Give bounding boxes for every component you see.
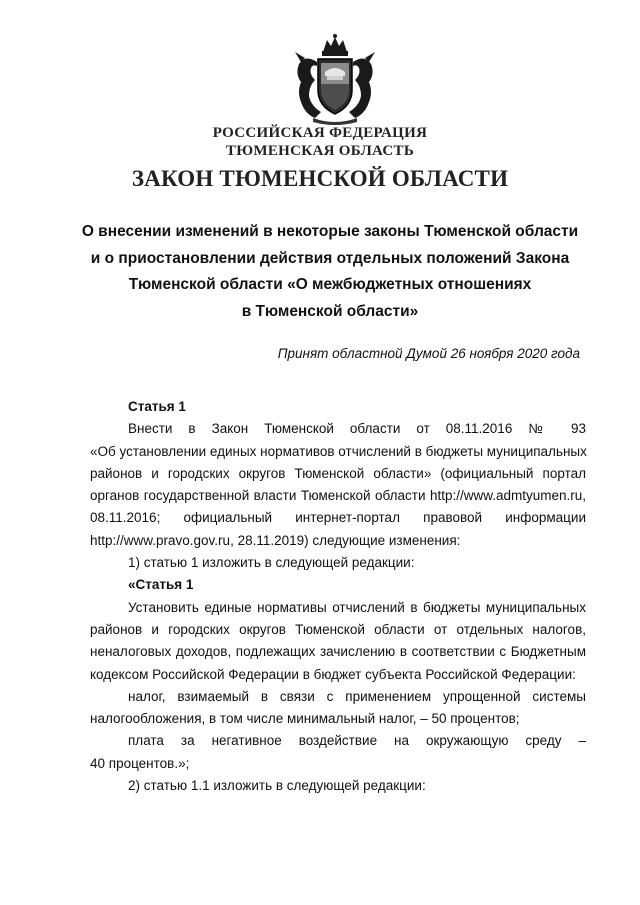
body-line: 40 процентов.»;: [90, 755, 190, 771]
quoted-article-heading: «Статья 1: [128, 577, 194, 593]
body-line: «Об установлении единых нормативов отчислений в бюджеты муниципальных: [90, 443, 587, 459]
body-line: районов и городских округов Тюменской области» (официальный портал: [90, 465, 586, 481]
body-line: 2) статью 1.1 изложить в следующей редакции:: [128, 778, 426, 794]
body-line: 08.11.2016; официальный интернет-портал правовой информации: [90, 510, 586, 526]
law-body: [90, 396, 586, 797]
law-title-line: Тюменской области «О межбюджетных отношениях: [128, 276, 532, 293]
body-line: налогообложения, в том числе минимальный налог, – 50 процентов;: [90, 711, 520, 727]
body-line: налог, взимаемый в связи с применением упрощенной системы: [128, 688, 586, 704]
adoption-note: Принят областной Думой 26 ноября 2020 года: [277, 346, 580, 361]
body-line: 1) статью 1 изложить в следующей редакции:: [128, 555, 415, 571]
body-line: Установить единые нормативы отчислений в бюджеты муниципальных: [128, 599, 586, 615]
body-line: неналоговых доходов, подлежащих зачислению в соответствии с Бюджетным: [90, 644, 586, 660]
law-title-line: в Тюменской области»: [241, 302, 419, 320]
law-title: [70, 219, 590, 325]
body-line: органов государственной власти Тюменской области http://www.admtyumen.ru,: [90, 488, 586, 504]
region-heading: ТЮМЕНСКАЯ ОБЛАСТЬ: [225, 143, 415, 159]
article-heading: Статья 1: [128, 399, 186, 414]
law-heading: ЗАКОН ТЮМЕНСКОЙ ОБЛАСТИ: [131, 166, 509, 191]
body-line: плата за негативное воздействие на окружающую среду –: [128, 733, 586, 749]
body-line: http://www.pravo.gov.ru, 28.11.2019) следующие изменения:: [90, 532, 461, 548]
body-line: кодексом Российской Федерации в бюджет субъекта Российской Федерации:: [90, 666, 576, 682]
body-line: Внести в Закон Тюменской области от 08.11.2016 № 93: [128, 421, 586, 437]
federation-heading: РОССИЙСКАЯ ФЕДЕРАЦИЯ: [212, 125, 428, 141]
law-title-line: О внесении изменений в некоторые законы Тюменской области: [81, 223, 579, 240]
body-line: районов и городских округов Тюменской области от отдельных налогов,: [90, 621, 586, 637]
law-title-line: и о приостановлении действия отдельных положений Закона: [90, 249, 570, 267]
tyumen-coat-of-arms-icon: [287, 32, 383, 128]
